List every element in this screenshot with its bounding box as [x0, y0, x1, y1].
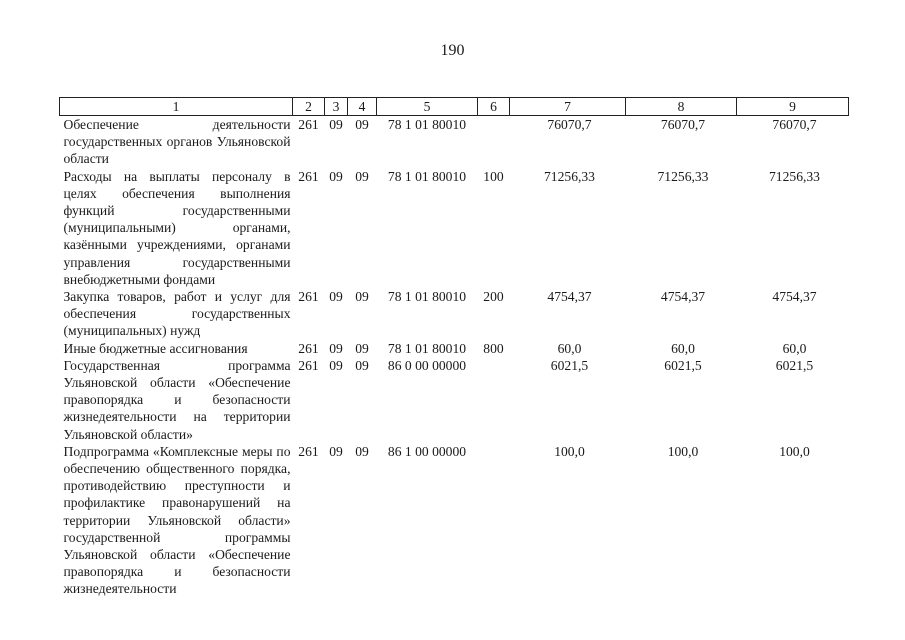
cell-expense-type: [478, 443, 510, 598]
cell-amount-7: 76070,7: [547, 117, 592, 132]
cell-section: 09: [329, 168, 343, 184]
cell-amount-9: 60,0: [782, 340, 807, 356]
cell-expense-type: 200: [483, 289, 504, 305]
cell-amount-8: 4754,37: [660, 289, 706, 305]
cell-amount-8: 60,0: [671, 340, 695, 356]
cell-amount-9: 6021,5: [775, 357, 814, 373]
cell-ministry-code: 261: [298, 357, 319, 373]
cell-ministry-code: 261: [298, 443, 319, 459]
table-row: [60, 443, 849, 598]
cell-amount-7: 100,0: [554, 443, 585, 459]
cell-amount-8: 76070,7: [660, 117, 706, 132]
cell-expense-type: 100: [483, 168, 504, 184]
cell-target-code: 78 1 01 80010: [387, 117, 467, 132]
cell-subsection: 09: [355, 340, 369, 356]
column-header: 8: [626, 98, 737, 116]
cell-expense-type: 800: [483, 340, 504, 356]
cell-amount-7: 6021,5: [550, 357, 589, 373]
cell-subsection: 09: [355, 117, 369, 132]
table-row: [60, 357, 849, 443]
budget-table: [59, 97, 849, 598]
row-name: Государственная программа Ульяновской области «Обеспечение правопорядка и безопасности жизнедеятельности на территории Ульяновской области»: [63, 357, 291, 442]
cell-subsection: 09: [355, 357, 369, 373]
cell-target-code: 86 0 00 00000: [387, 357, 467, 373]
cell-amount-7: 60,0: [557, 340, 582, 356]
column-header: 5: [377, 98, 478, 116]
cell-expense-type: [478, 357, 510, 443]
cell-amount-9: 100,0: [779, 443, 810, 459]
column-header: 7: [510, 98, 626, 116]
cell-amount-8: 6021,5: [664, 357, 702, 373]
cell-amount-9: 71256,33: [769, 168, 820, 184]
cell-ministry-code: 261: [298, 168, 319, 184]
cell-ministry-code: 261: [298, 117, 319, 132]
page-number: 190: [440, 42, 465, 59]
cell-subsection: 09: [355, 289, 369, 305]
table-row: [60, 340, 849, 357]
cell-section: 09: [329, 443, 343, 459]
cell-amount-7: 4754,37: [547, 289, 592, 305]
table-row: [60, 116, 849, 168]
cell-amount-9: 4754,37: [772, 289, 817, 305]
row-name: Расходы на выплаты персоналу в целях обеспечения выполнения функций государственными (муниципальными) органами, казёнными учреждениями, органами управления государственными внебюджетными фондами: [63, 168, 291, 287]
row-name: Закупка товаров, работ и услуг для обеспечения государственных (муниципальных) нужд: [63, 289, 291, 339]
cell-expense-type: [478, 116, 510, 168]
cell-subsection: 09: [355, 168, 369, 184]
cell-amount-9: 76070,7: [772, 117, 817, 132]
header-row: [60, 98, 849, 116]
row-name: Обеспечение деятельности государственных органов Ульяновской области: [63, 117, 291, 167]
cell-section: 09: [329, 340, 343, 356]
column-header: 3: [325, 98, 348, 116]
cell-amount-8: 100,0: [667, 443, 699, 459]
cell-ministry-code: 261: [298, 289, 319, 305]
column-header: 1: [60, 98, 293, 116]
cell-target-code: 78 1 01 80010: [387, 168, 467, 184]
cell-section: 09: [329, 289, 343, 305]
cell-target-code: 78 1 01 80010: [387, 340, 467, 356]
cell-section: 09: [329, 117, 343, 132]
table-row: [60, 168, 849, 288]
cell-section: 09: [329, 357, 343, 373]
cell-amount-8: 71256,33: [657, 168, 709, 184]
cell-subsection: 09: [355, 443, 369, 459]
row-name: Подпрограмма «Комплексные меры по обеспечению общественного порядка, противодействию преступности и профилактике правонарушений на территории Ульяновской области» государственной программы Ульяновской области «Обеспечение правопорядка и безопасности жизнедеятельности: [63, 443, 291, 597]
cell-target-code: 86 1 00 00000: [387, 443, 467, 459]
column-header: 6: [478, 98, 510, 116]
cell-ministry-code: 261: [298, 340, 319, 356]
column-header: 2: [293, 98, 325, 116]
cell-target-code: 78 1 01 80010: [387, 289, 467, 305]
column-header: 4: [348, 98, 377, 116]
table-row: [60, 288, 849, 340]
column-header: 9: [737, 98, 849, 116]
cell-amount-7: 71256,33: [544, 168, 595, 184]
row-name: Иные бюджетные ассигнования: [63, 340, 248, 356]
